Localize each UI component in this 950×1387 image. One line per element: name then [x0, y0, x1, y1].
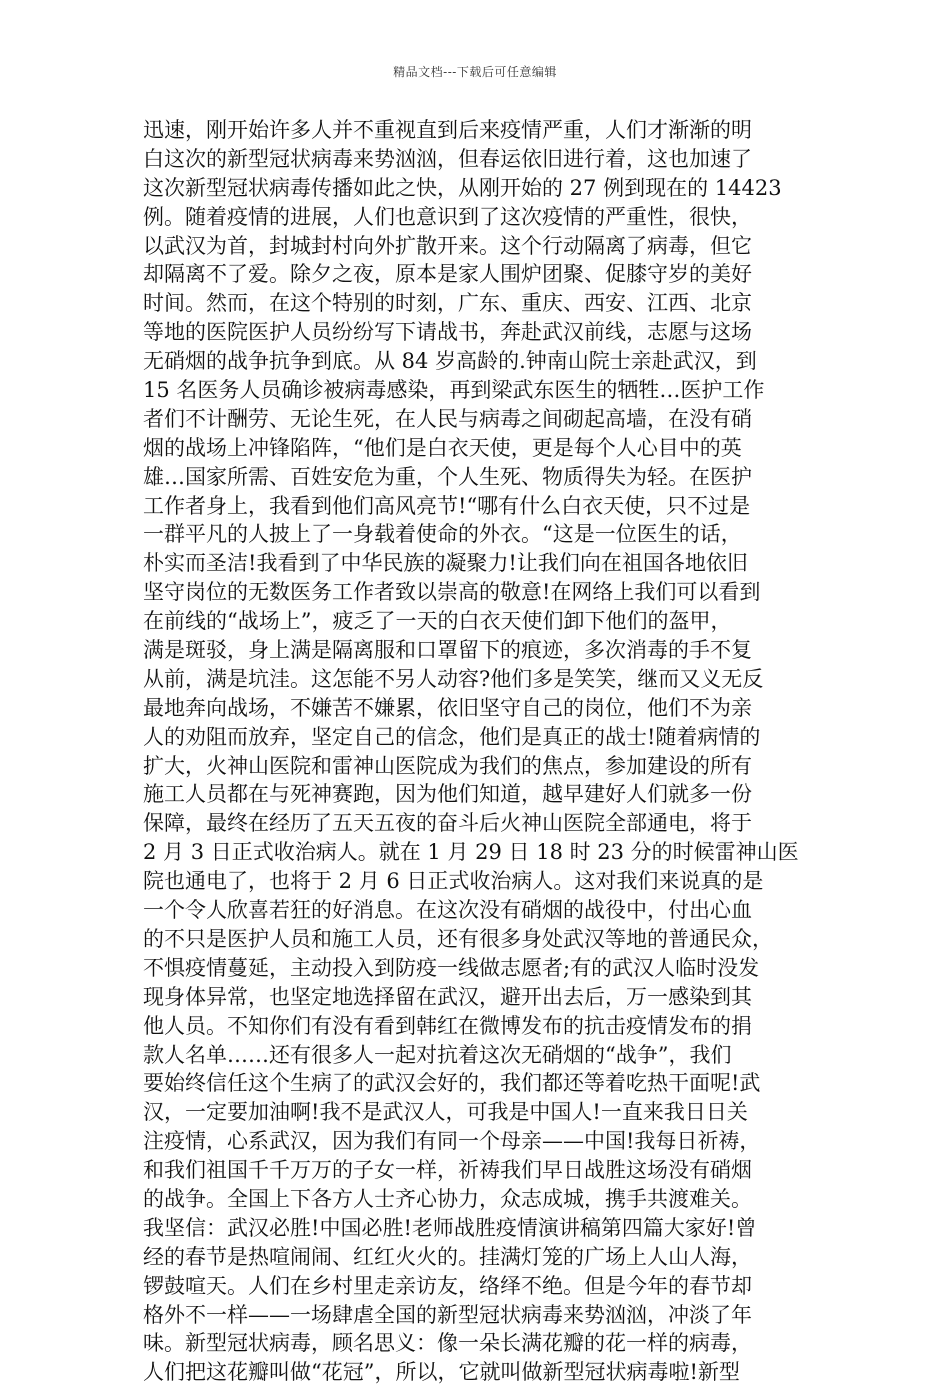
text-line: 锣鼓喧天。人们在乡村里走亲访友，络绎不绝。但是今年的春节却	[143, 1273, 752, 1298]
text-line: 最地奔向战场，不嫌苦不嫌累，依旧坚守自己的岗位，他们不为亲	[143, 695, 752, 720]
text-line: 雄…国家所需、百姓安危为重，个人生死、物质得失为轻。在医护	[143, 464, 752, 489]
text-line: 无硝烟的战争抗争到底。从 84 岁高龄的.钟南山院士亲赴武汉，到	[143, 349, 757, 374]
text-line: 坚守岗位的无数医务工作者致以崇高的敬意!在网络上我们可以看到	[143, 580, 761, 605]
text-line: 和我们祖国千千万万的子女一样，祈祷我们早日战胜这场没有硝烟	[143, 1158, 752, 1183]
text-line: 等地的医院医护人员纷纷写下请战书，奔赴武汉前线，志愿与这场	[143, 320, 752, 345]
text-line: 例。随着疫情的进展，人们也意识到了这次疫情的严重性，很快，	[143, 204, 752, 229]
text-line: 以武汉为首，封城封村向外扩散开来。这个行动隔离了病毒，但它	[143, 233, 752, 258]
text-line: 却隔离不了爱。除夕之夜，原本是家人围炉团聚、促膝守岁的美好	[143, 262, 752, 287]
text-line: 我坚信：武汉必胜!中国必胜!老师战胜疫情演讲稿第四篇大家好!曾	[143, 1215, 757, 1240]
text-line: 施工人员都在与死神赛跑，因为他们知道，越早建好人们就多一份	[143, 782, 752, 807]
body-text	[143, 116, 823, 1387]
text-line: 他人员。不知你们有没有看到韩红在微博发布的抗击疫情发布的捐	[143, 1013, 752, 1038]
text-line: 人们把这花瓣叫做“花冠”，所以，它就叫做新型冠状病毒啦!新型	[143, 1360, 740, 1385]
text-line: 注疫情，心系武汉，因为我们有同一个母亲——中国!我每日祈祷，	[143, 1129, 761, 1154]
text-line: 迅速，刚开始许多人并不重视直到后来疫情严重，人们才渐渐的明	[143, 118, 752, 142]
text-line: 白这次的新型冠状病毒来势汹汹，但春运依旧进行着，这也加速了	[143, 146, 752, 171]
text-line: 一群平凡的人披上了一身载着使命的外衣。“这是一位医生的话，	[143, 522, 742, 547]
text-line: 者们不计酬劳、无论生死，在人民与病毒之间砌起高墙，在没有硝	[143, 406, 752, 431]
text-line: 要始终信任这个生病了的武汉会好的，我们都还等着吃热干面呢!武	[143, 1071, 761, 1096]
text-line: 在前线的“战场上”，疲乏了一天的白衣天使们卸下他们的盔甲，	[143, 609, 732, 634]
text-line: 烟的战场上冲锋陷阵，“他们是白衣天使，更是每个人心目中的英	[143, 435, 742, 460]
text-line: 汉，一定要加油啊!我不是武汉人，可我是中国人!一直来我日日关	[143, 1100, 748, 1125]
page-header: 精品文档---下载后可任意编辑	[393, 65, 557, 79]
text-line: 朴实而圣洁!我看到了中华民族的凝聚力!让我们向在祖国各地依旧	[143, 551, 748, 576]
text-line: 经的春节是热喧闹闹、红红火火的。挂满灯笼的广场上人山人海，	[143, 1244, 752, 1269]
text-line: 款人名单……还有很多人一起对抗着这次无硝烟的“战争”，我们	[143, 1042, 732, 1067]
text-line: 院也通电了，也将于 2 月 6 日正式收治病人。这对我们来说真的是	[143, 869, 764, 894]
text-line: 味。新型冠状病毒，顾名思义：像一朵长满花瓣的花一样的病毒，	[143, 1331, 752, 1356]
text-line: 一个令人欣喜若狂的好消息。在这次没有硝烟的战役中，付出心血	[143, 898, 752, 923]
text-line: 的不只是医护人员和施工人员，还有很多身处武汉等地的普通民众，	[143, 926, 773, 951]
text-line: 的战争。全国上下各方人士齐心协力，众志成城，携手共渡难关。	[143, 1186, 752, 1211]
text-line: 扩大，火神山医院和雷神山医院成为我们的焦点，参加建设的所有	[143, 753, 752, 778]
text-line: 时间。然而，在这个特别的时刻，广东、重庆、西安、江西、北京	[143, 291, 752, 316]
text-line: 15 名医务人员确诊被病毒感染，再到梁武东医生的牺牲…医护工作	[143, 378, 765, 403]
text-line: 工作者身上，我看到他们高风亮节!“哪有什么白衣天使，只不过是	[143, 493, 751, 518]
text-line: 从前，满是坑洼。这怎能不另人动容?他们多是笑笑，继而又义无反	[143, 666, 764, 691]
text-line: 人的劝阻而放弃，坚定自己的信念，他们是真正的战士!随着病情的	[143, 724, 761, 749]
text-line: 现身体异常，也坚定地选择留在武汉，避开出去后，万一感染到其	[143, 984, 752, 1009]
text-line: 满是斑驳，身上满是隔离服和口罩留下的痕迹，多次消毒的手不复	[143, 638, 752, 663]
text-line: 不惧疫情蔓延，主动投入到防疫一线做志愿者;有的武汉人临时没发	[143, 955, 760, 980]
text-line: 这次新型冠状病毒传播如此之快，从刚开始的 27 例到现在的 14423	[143, 175, 782, 200]
text-line: 格外不一样——一场肆虐全国的新型冠状病毒来势汹汹，冲淡了年	[143, 1302, 752, 1327]
text-line: 保障，最终在经历了五天五夜的奋斗后火神山医院全部通电，将于	[143, 811, 752, 836]
text-line: 2 月 3 日正式收治病人。就在 1 月 29 日 18 时 23 分的时候雷神山医	[143, 840, 799, 865]
